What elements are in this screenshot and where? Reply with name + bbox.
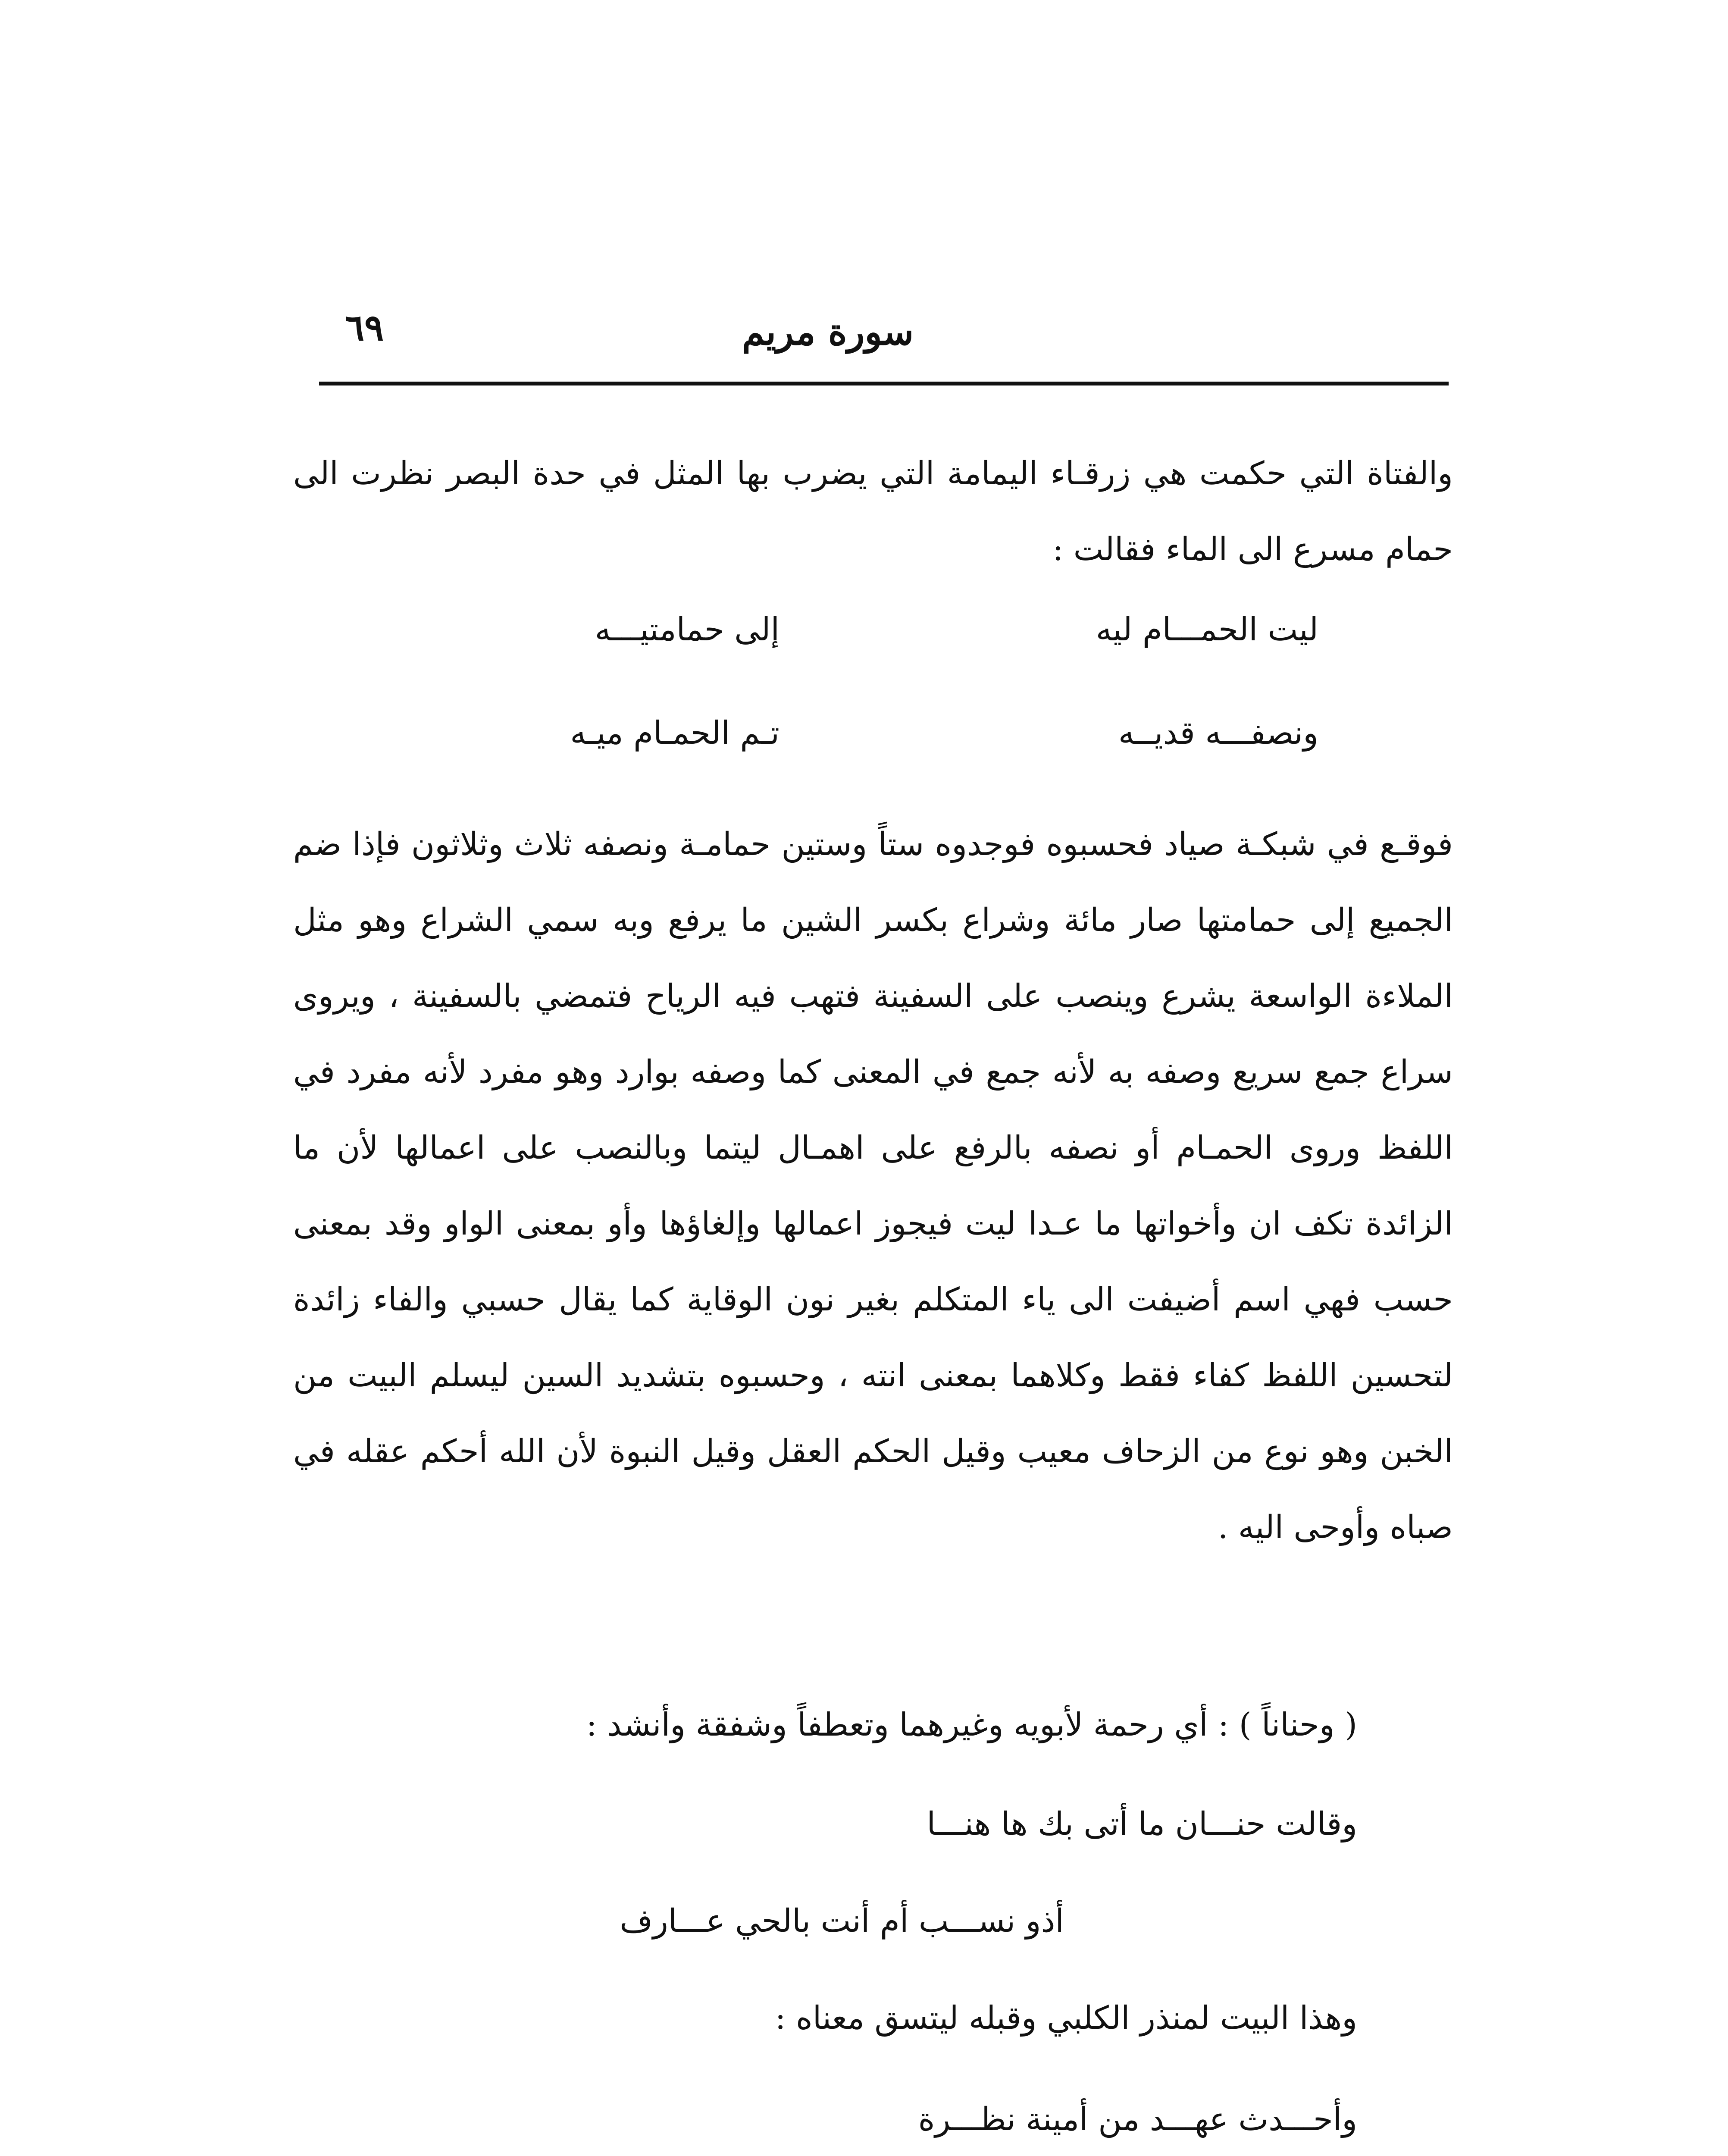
paragraph-2: فوقـع في شبكـة صياد فحسبوه فوجدوه ستاً وستين حمامـة ونصفه ثلاث وثلاثون فإذا ضم الجميع إلى حمامتها صار مائة وشراع بكسر الشين ما يرفع وبه سمي الشراع وهو مثل الملاءة الواسعة يشرع وينصب على السفينة فتهب فيه الرياح فتمضي بالسفينة ، ويروى سراع جمع سريع وصفه به لأنه جمع في المعنى كما وصفه بوارد وهو مفرد لأنه مفرد في اللفظ وروى الحمـام أو نصفه بالرفع على اهمـال ليتما وبالنصب على اعمالها لأن ما الزائدة تكف ان وأخواتها ما عـدا ليت فيجوز اعمالها وإلغاؤها وأو بمعنى الواو وقد بمعنى حسب فهي اسم أضيفت الى ياء المتكلم بغير نون الوقاية كما يقال حسبي والفاء زائدة لتحسين اللفظ كفاء فقط وكلاهما بمعنى انته ، وحسبوه بتشديد السين ليسلم البيت من الخبن وهو نوع من الزحاف معيب وقيل الحكم العقل وقيل النبوة لأن الله أحكم عقله في صباه وأوحى اليه . (293, 826, 1453, 1546)
poem-line-2: أذو نســـب أم أنت بالحي عـــارف (620, 1902, 1064, 1940)
paragraph-3: ( وحناناً ) : أي رحمة لأبويه وغيرهما وتعطفاً وشفقة وأنشد : (586, 1706, 1357, 1743)
verse-2-first-hemistich: ونصفـــه قديــه (1118, 714, 1318, 752)
poem-line-1: وقالت حنـــان ما أتى بك ها هنـــا (927, 1805, 1357, 1843)
verse-1-second-hemistich: إلى حمامتيـــه (595, 611, 779, 648)
poem-line-3: وأحـــدث عهـــد من أمينة نظـــرة (918, 2101, 1357, 2138)
header-rule (319, 382, 1449, 385)
surah-title: سورة مريم (742, 310, 914, 353)
page-number: ٦٩ (345, 306, 384, 349)
verse-1-first-hemistich: ليت الحمـــام ليه (1096, 611, 1318, 648)
paragraph-1: والفتاة التي حكمت هي زرقـاء اليمامة التي يضرب بها المثل في حدة البصر نظرت الى حمام مسرع الى الماء فقالت : (293, 455, 1453, 568)
page-header (319, 298, 1449, 362)
attribution-line: وهذا البيت لمنذر الكلبي وقبله ليتسق معناه : (775, 1999, 1357, 2037)
verse-2-second-hemistich: تـم الحمـام ميـه (570, 714, 779, 752)
